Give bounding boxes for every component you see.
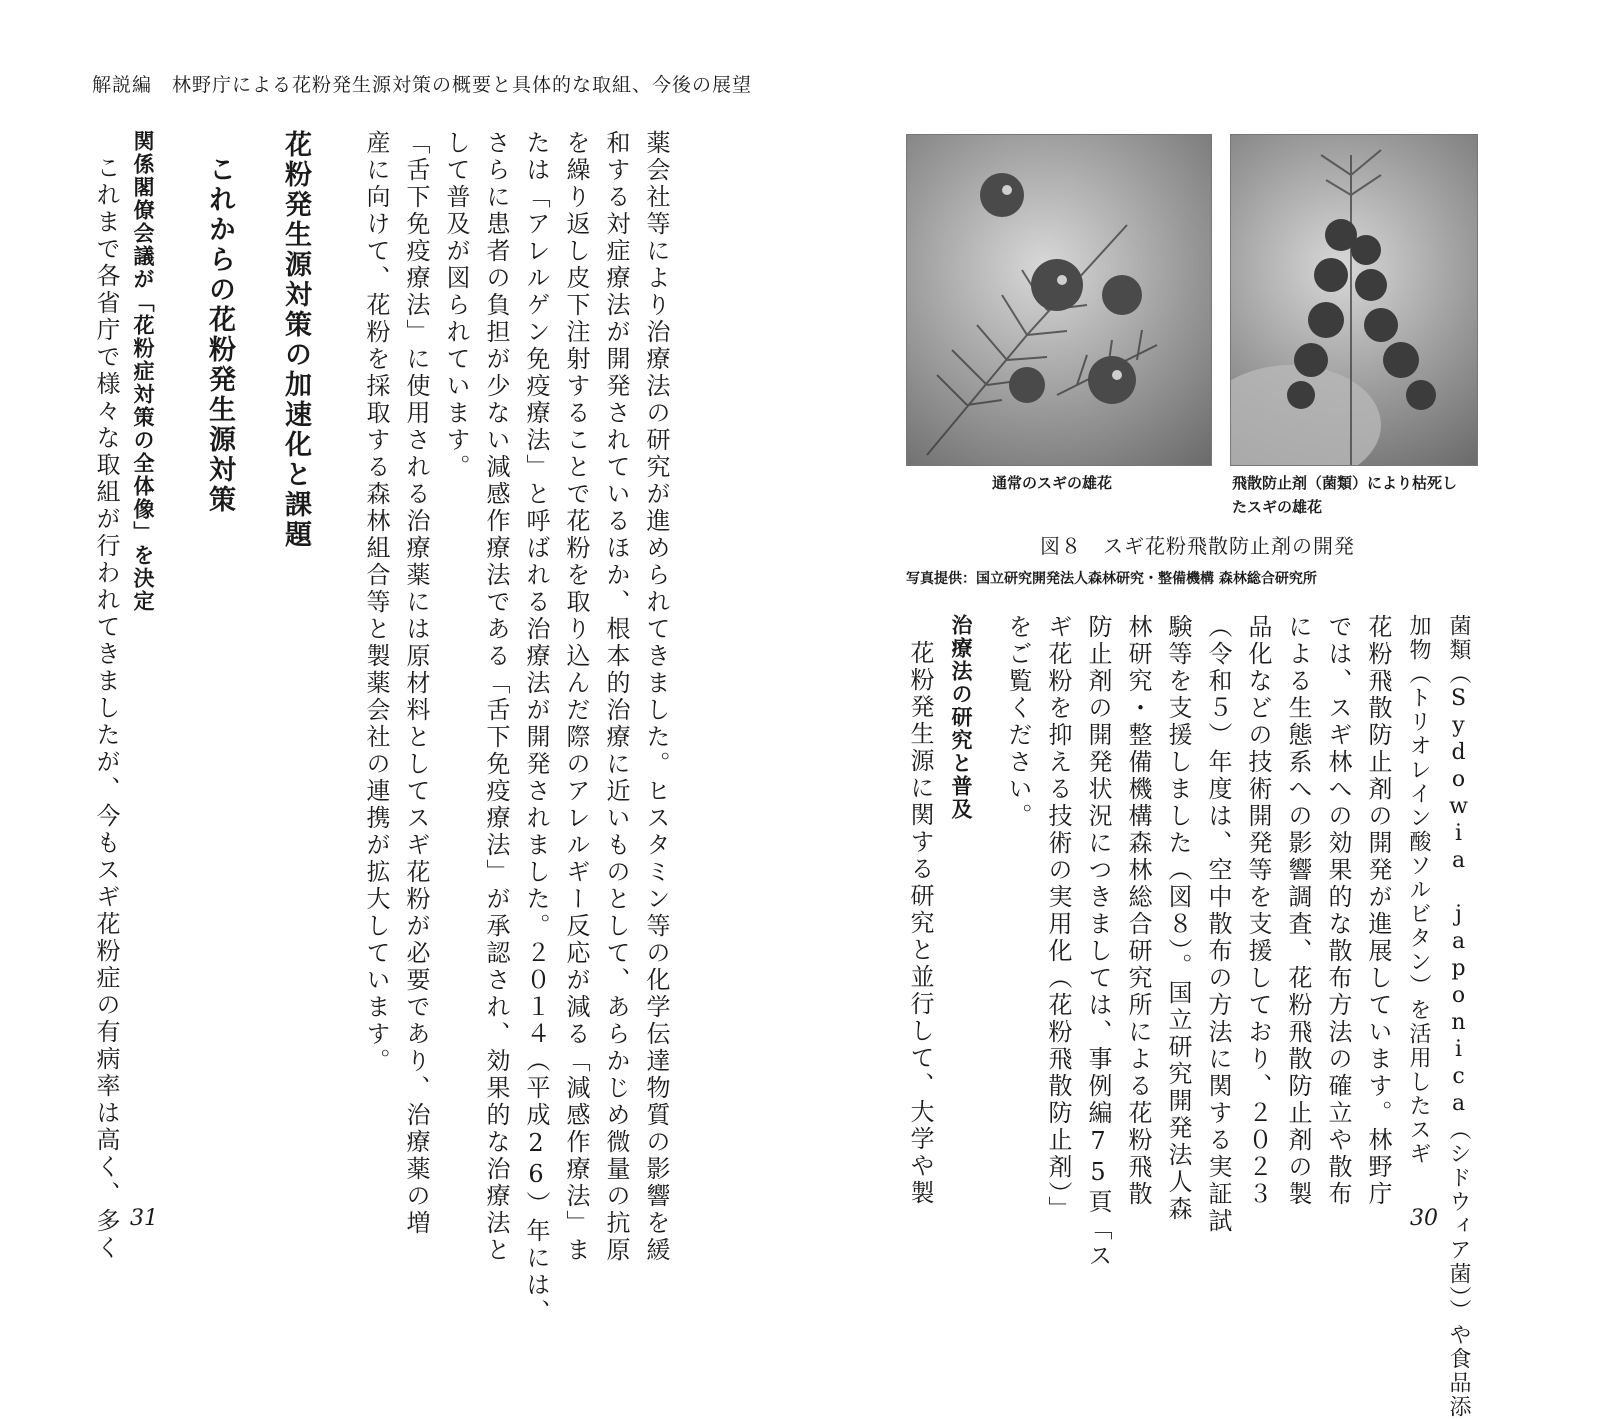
photo1-caption: 通常のスギの雄花 [992,474,1113,492]
left-paragraph-1-line-1: 薬会社等により治療法の研究が進められてきました。ヒスタミン等の化学伝達物質の影響を緩 [642,130,670,1264]
left-paragraph-1-line-4: たは「アレルゲン免疫療法」と呼ばれる治療法が開発されました。２０１４（平成26）年には、 [522,130,550,1326]
right-paragraph-2-line-1: 花粉発生源に関する研究と並行して、大学や製 [906,640,934,1207]
figure-credit: 写真提供：国立研究開発法人森林研究・整備機構 森林総合研究所 [906,571,1317,587]
right-paragraph-1-line-9: 林研究・整備機構森林総合研究所による花粉飛散 [1124,614,1152,1208]
right-heading-sub: 治療法の研究と普及 [949,614,973,821]
page-number-left: 31 [130,1206,158,1231]
left-paragraph-2-line-1: 「舌下免疫療法」に使用される治療薬には原材料としてスギ花粉が必要であり、治療薬の増 [402,130,430,1237]
right-paragraph-1-line-11: ギ花粉を抑える技術の実用化（花粉飛散防止剤）」 [1044,614,1072,1223]
page-number-right: 30 [1410,1206,1438,1231]
left-paragraph-1-line-6: して普及が図られています。 [442,130,470,481]
left-paragraph-3-line-1: これまで各省庁で様々な取組が行われてきましたが、今もスギ花粉症の有病率は高く、多く [92,155,120,1262]
withered-cedar-image [1231,135,1477,465]
left-paragraph-1-line-3: を繰り返し皮下注射することで花粉を取り込んだ際のアレルギー反応が減る「減感作療法」ま [562,130,590,1264]
left-paragraph-2-line-2: 産に向けて、花粉を採取する森林組合等と製薬会社の連携が拡大しています。 [362,130,390,1075]
left-paragraph-1-line-5: さらに患者の負担が少ない減感作療法である「舌下免疫療法」が承認され、効果的な治療法と [482,130,510,1264]
running-header: 解説編 林野庁による花粉発生源対策の概要と具体的な取組、今後の展望 [92,74,753,96]
figure-title: 図８ スギ花粉飛散防止剤の開発 [1040,534,1355,558]
right-paragraph-1-line-6: 品化などの技術開発等を支援しており、２０２３ [1244,614,1272,1208]
right-paragraph-1-line-12: をご覧ください。 [1004,614,1032,830]
cedar-branch-image [907,135,1211,465]
right-paragraph-1-line-4: では、スギ林への効果的な散布方法の確立や散布 [1324,614,1352,1208]
photo2-caption-line-1: 飛散防止剤（菌類）により枯死し [1232,474,1458,492]
right-paragraph-1-line-1: 菌類（Sydowia japonica（シドウィア菌））や食品添 [1446,614,1471,1419]
right-paragraph-1-line-3: 花粉飛散防止剤の開発が進展しています。林野庁 [1364,614,1392,1208]
photo-withered-cedar-flower [1230,134,1478,466]
photo-normal-cedar-flower [906,134,1212,466]
left-heading-section: これからの花粉発生源対策 [204,155,235,515]
right-paragraph-1-line-8: 験等を支援しました（図８）。国立研究開発法人森 [1164,614,1192,1223]
right-paragraph-1-line-7: （令和５）年度は、空中散布の方法に関する実証試 [1204,614,1232,1235]
right-paragraph-1-line-5: による生態系への影響調査、花粉飛散防止剤の製 [1284,614,1312,1208]
right-paragraph-1-line-2: 加物（トリオレイン酸ソルビタン）を活用したスギ [1406,614,1431,1166]
right-paragraph-1-line-10: 防止剤の開発状況につきましては、事例編75頁「ス [1084,614,1112,1270]
left-heading-main: 花粉発生源対策の加速化と課題 [280,130,311,550]
photo2-caption-line-2: たスギの雄花 [1232,498,1323,516]
left-heading-sub: 関係閣僚会議が「花粉症対策の全体像」を決定 [131,130,155,613]
left-paragraph-1-line-2: 和する対症療法が開発されているほか、根本的治療に近いものとして、あらかじめ微量の抗原 [602,130,630,1264]
